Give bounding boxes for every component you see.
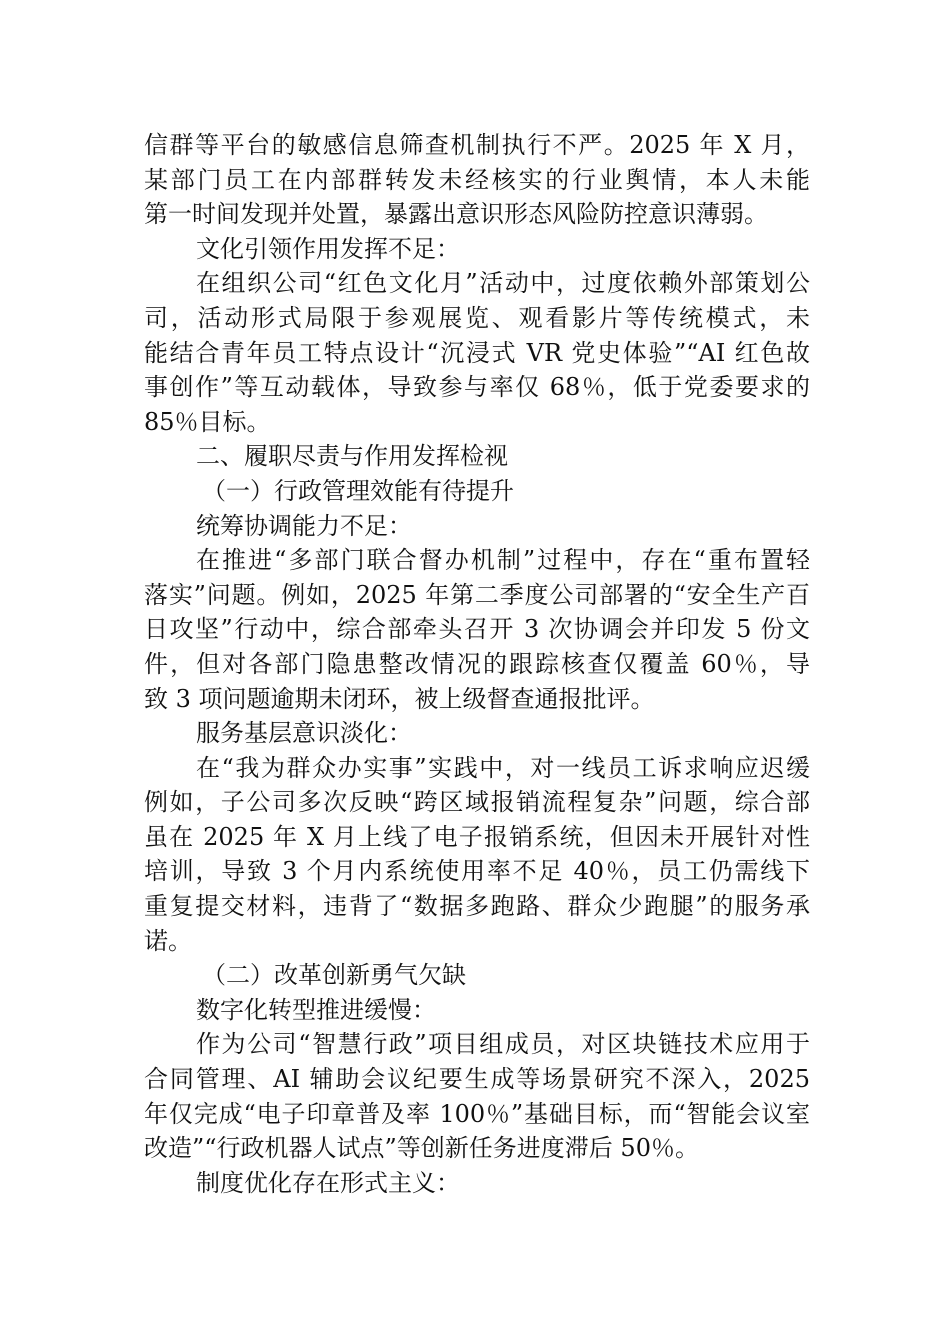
paragraph-line: 年仅完成“电子印章普及率 100％”基础目标，而“智能会议室: [144, 1099, 810, 1128]
subsection-heading: （二）改革创新勇气欠缺: [202, 961, 466, 990]
paragraph-line: 事创作”等互动载体，导致参与率仅 68％，低于党委要求的: [144, 373, 810, 402]
paragraph-line: 能结合青年员工特点设计“沉浸式 VR 党史体验”“AI 红色故: [144, 338, 810, 367]
paragraph-line: 作为公司“智慧行政”项目组成员，对区块链技术应用于: [196, 1030, 810, 1059]
paragraph-line: 第一时间发现并处置，暴露出意识形态风险防控意识薄弱。: [144, 200, 768, 229]
subheading: 数字化转型推进缓慢：: [196, 995, 436, 1024]
paragraph-line: 虽在 2025 年 X 月上线了电子报销系统，但因未开展针对性: [144, 822, 810, 851]
paragraph-line: 改造”“行政机器人试点”等创新任务进度滞后 50％。: [144, 1134, 699, 1163]
paragraph-line: 合同管理、AI 辅助会议纪要生成等场景研究不深入，2025: [144, 1065, 810, 1094]
paragraph-line: 落实”问题。例如，2025 年第二季度公司部署的“安全生产百: [144, 580, 810, 609]
paragraph-line: 信群等平台的敏感信息筛查机制执行不严。2025 年 X 月，: [144, 131, 810, 159]
paragraph-line: 在“我为群众办实事”实践中，对一线员工诉求响应迟缓: [196, 753, 810, 782]
paragraph-line: 培训，导致 3 个月内系统使用率不足 40％，员工仍需线下: [144, 857, 810, 886]
paragraph-line: 致 3 项问题逾期未闭环，被上级督查通报批评。: [144, 684, 655, 713]
paragraph-line: 件，但对各部门隐患整改情况的跟踪核查仅覆盖 60％，导: [144, 649, 810, 678]
subsection-heading: （一）行政管理效能有待提升: [202, 476, 514, 505]
subheading: 文化引领作用发挥不足：: [196, 234, 460, 263]
document-body: [144, 128, 810, 1200]
paragraph-line: 诺。: [144, 926, 192, 955]
subheading: 制度优化存在形式主义：: [196, 1168, 460, 1197]
paragraph-line: 某部门员工在内部群转发未经核实的行业舆情，本人未能: [144, 165, 810, 194]
subheading: 服务基层意识淡化：: [196, 719, 412, 748]
section-heading: 二、履职尽责与作用发挥检视: [196, 442, 508, 471]
paragraph-line: 85％目标。: [144, 407, 271, 436]
paragraph-line: 例如，子公司多次反映“跨区域报销流程复杂”问题，综合部: [144, 788, 810, 817]
paragraph-line: 重复提交材料，违背了“数据多跑路、群众少跑腿”的服务承: [144, 892, 810, 921]
subheading: 统筹协调能力不足：: [196, 511, 412, 540]
paragraph-line: 在推进“多部门联合督办机制”过程中，存在“重布置轻: [196, 546, 810, 575]
paragraph-line: 在组织公司“红色文化月”活动中，过度依赖外部策划公: [196, 269, 810, 298]
paragraph-line: 日攻坚”行动中，综合部牵头召开 3 次协调会并印发 5 份文: [144, 615, 810, 644]
paragraph-line: 司，活动形式局限于参观展览、观看影片等传统模式，未: [144, 303, 810, 332]
